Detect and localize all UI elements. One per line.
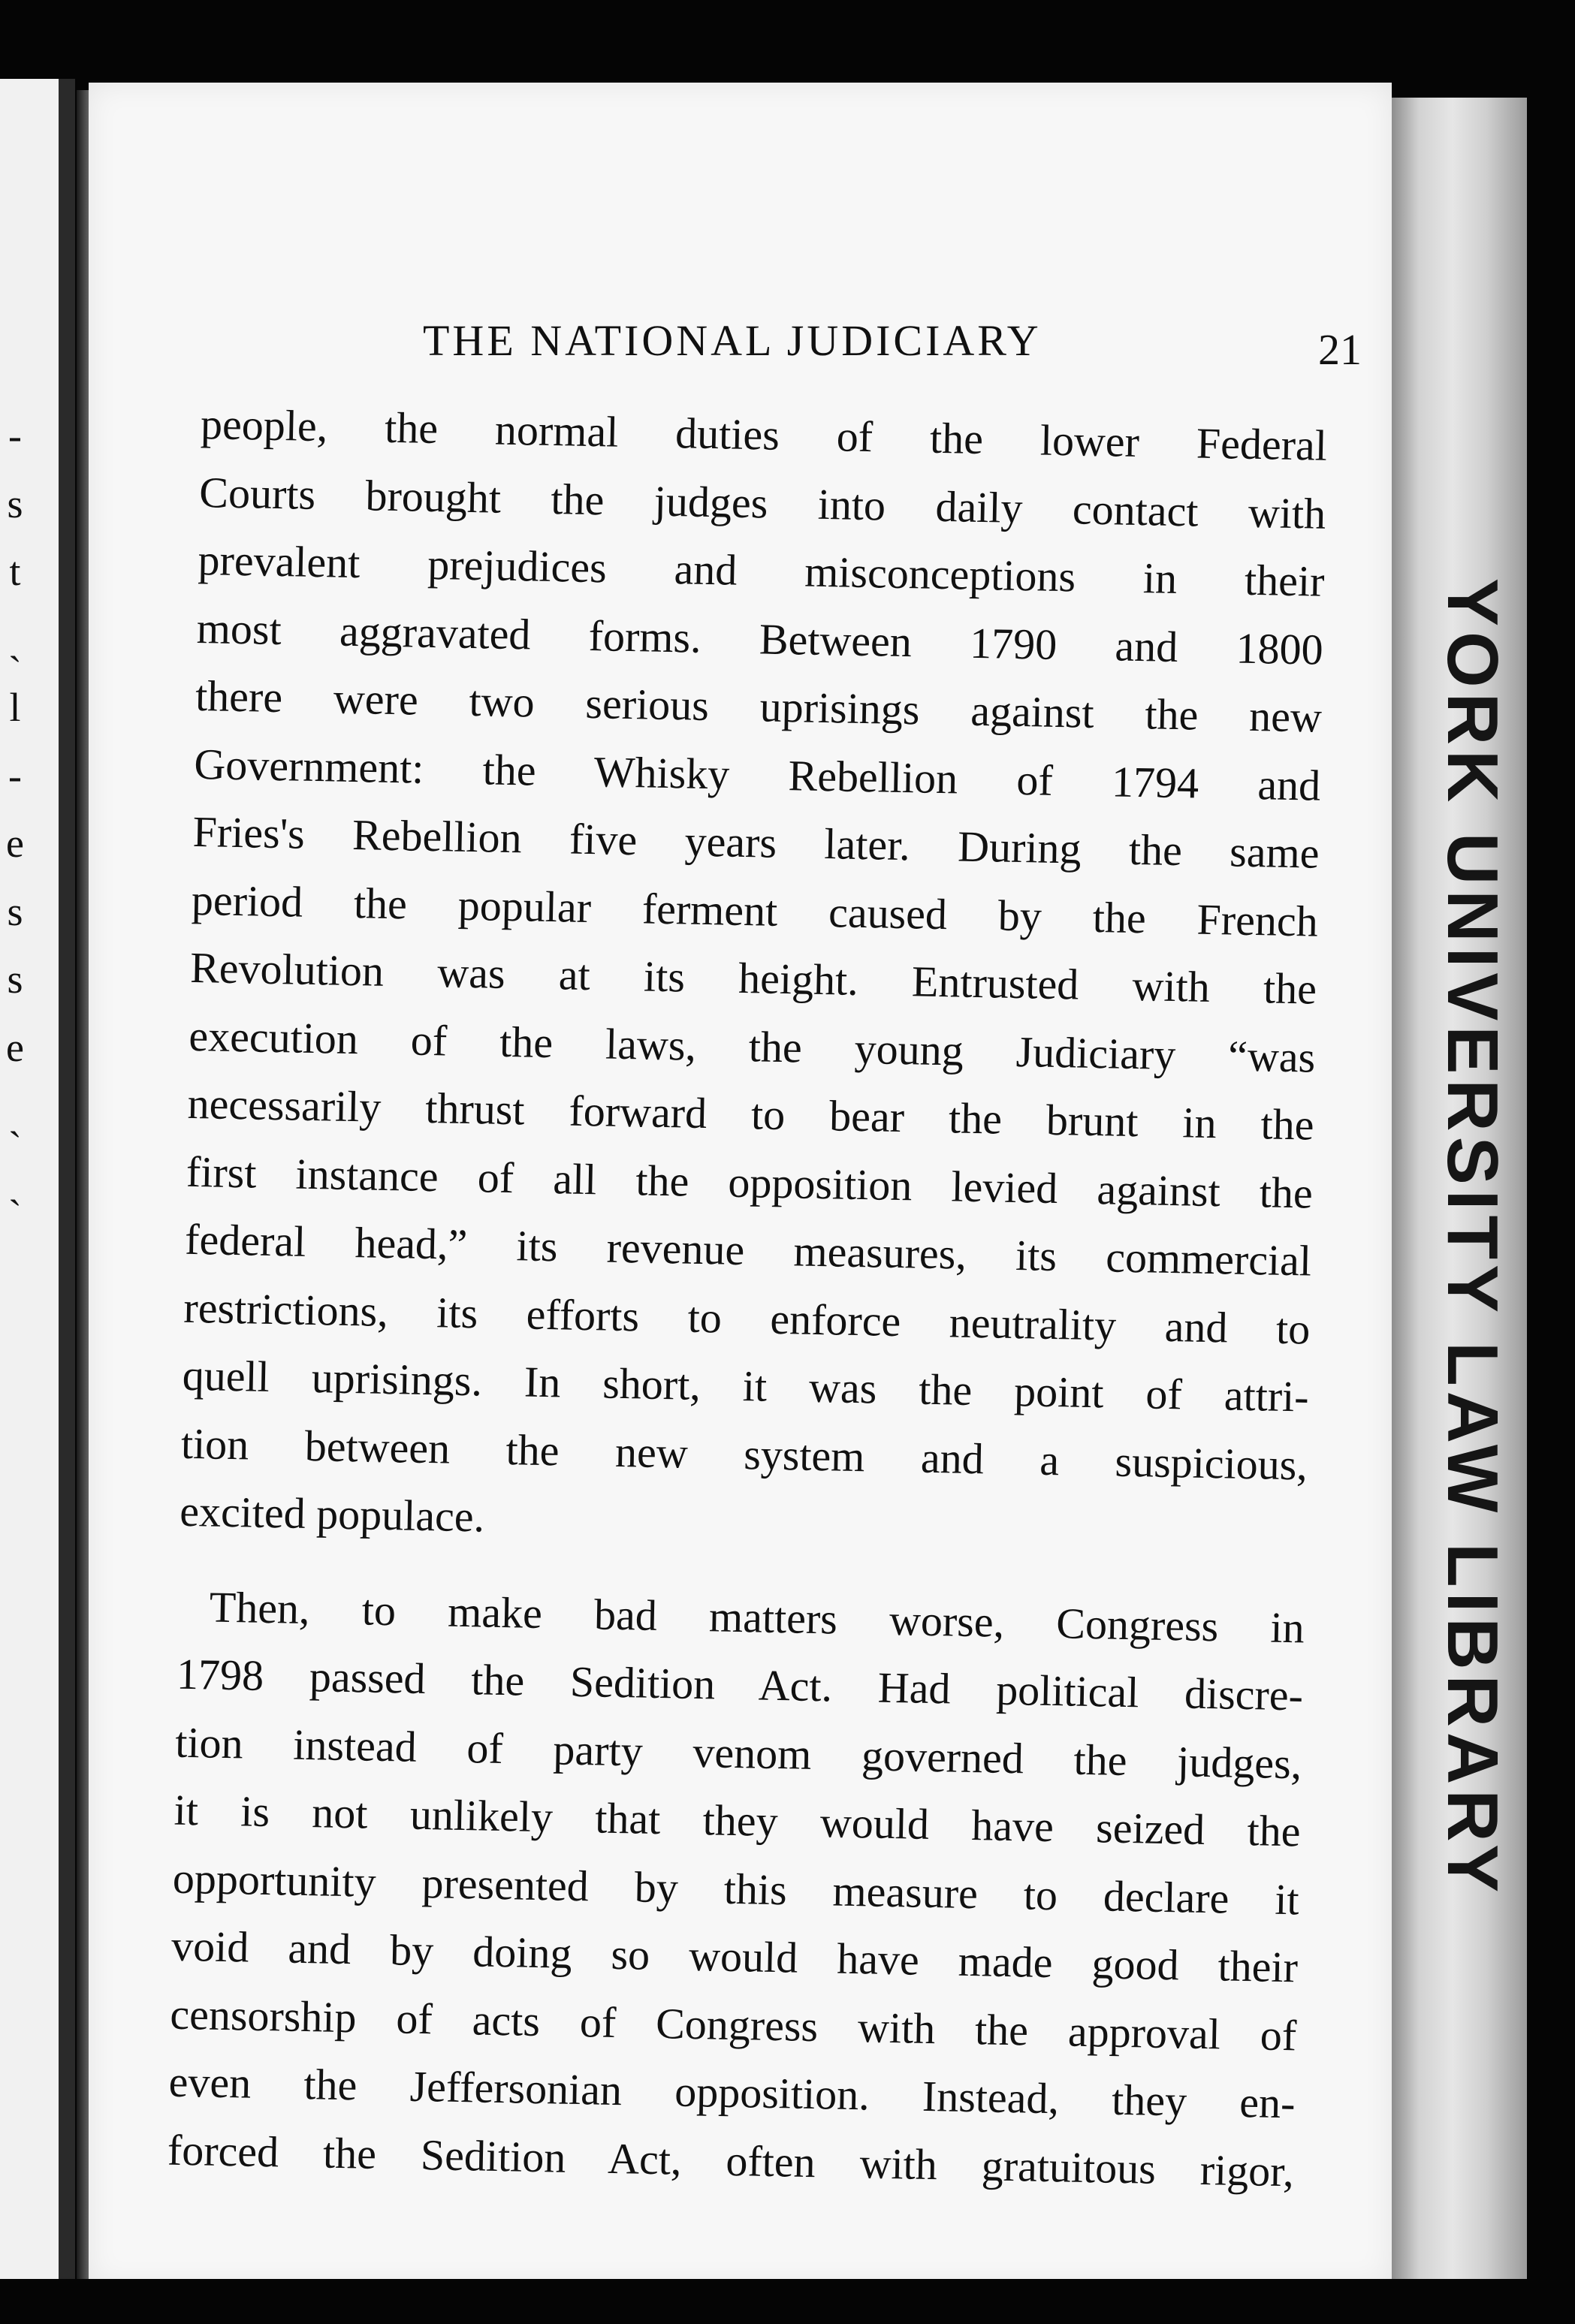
text-line: void and by doing so would have made good their bbox=[170, 1921, 1299, 1992]
text-line: Fries's Rebellion five years later. During the same bbox=[192, 806, 1320, 878]
text-line: opportunity presented by this measure to declare it bbox=[172, 1853, 1300, 1924]
text-line: necessarily thrust forward to bear the brunt in the bbox=[187, 1078, 1315, 1150]
left-page-fragment: l bbox=[9, 685, 21, 730]
left-page-fragment: ˎ bbox=[8, 616, 22, 662]
left-page-edge bbox=[0, 79, 75, 2279]
text-line: people, the normal duties of the lower Federal bbox=[200, 399, 1328, 470]
text-line: federal head,” its revenue measures, its commercial bbox=[184, 1214, 1312, 1286]
text-line: most aggravated forms. Between 1790 and 1800 bbox=[196, 603, 1324, 674]
paragraph-2 bbox=[167, 1572, 1305, 2205]
spine-library-label: YORK UNIVERSITY LAW LIBRARY bbox=[1432, 578, 1513, 1898]
left-page-fragment: ˎ bbox=[8, 1160, 22, 1206]
text-line: excited populace. bbox=[179, 1486, 485, 1542]
text-line: restrictions, its efforts to enforce neutrality and to bbox=[183, 1283, 1311, 1354]
left-page-fragment: ˎ bbox=[8, 1093, 22, 1138]
text-line: execution of the laws, the young Judiciary “was bbox=[188, 1011, 1316, 1082]
text-line: tion between the new system and a suspicious, bbox=[180, 1418, 1308, 1490]
text-line: quell uprisings. In short, it was the point of attri- bbox=[182, 1350, 1310, 1421]
text-line: it is not unlikely that they would have seized the bbox=[173, 1785, 1302, 1856]
left-page-fragment: s bbox=[7, 957, 23, 1002]
left-page-fragment: t bbox=[9, 549, 21, 594]
text-line: Then, to make bad matters worse, Congress in bbox=[209, 1582, 1305, 1652]
text-line: Revolution was at its height. Entrusted with the bbox=[189, 942, 1317, 1014]
text-line: 1798 passed the Sedition Act. Had political discre- bbox=[176, 1649, 1304, 1720]
text-line: tion instead of party venom governed the judges, bbox=[174, 1717, 1302, 1788]
left-page-fragments bbox=[0, 402, 30, 1217]
page-header bbox=[423, 315, 1362, 383]
left-page-fragment: e bbox=[6, 821, 24, 866]
left-page-fragment: - bbox=[8, 413, 22, 458]
page-number: 21 bbox=[1318, 325, 1362, 374]
text-line: censorship of acts of Congress with the approval of bbox=[169, 1989, 1297, 2060]
text-line: Courts brought the judges into daily contact with bbox=[198, 467, 1326, 538]
text-line: prevalent prejudices and misconceptions in their bbox=[198, 535, 1326, 606]
text-line: even the Jeffersonian opposition. Instead, they en- bbox=[168, 2057, 1296, 2128]
text-line: forced the Sedition Act, often with gratuitous rigor, bbox=[167, 2125, 1295, 2196]
bottom-scan-shadow bbox=[0, 2279, 1575, 2324]
text-line: first instance of all the opposition levied against the bbox=[186, 1147, 1314, 1218]
running-head: THE NATIONAL JUDICIARY bbox=[423, 316, 1042, 365]
right-page bbox=[89, 83, 1392, 2286]
left-page-fragment: s bbox=[7, 481, 23, 526]
text-line: Government: the Whisky Rebellion of 1794 and bbox=[193, 739, 1321, 810]
left-page-fragment: s bbox=[7, 888, 23, 934]
left-page-fragment: e bbox=[6, 1024, 24, 1070]
body-text bbox=[167, 390, 1328, 2205]
paragraph-1 bbox=[179, 390, 1327, 1567]
text-line: period the popular ferment caused by the French bbox=[191, 875, 1319, 946]
left-page-fragment: - bbox=[8, 752, 22, 798]
text-line: there were two serious uprisings against the new bbox=[195, 671, 1323, 742]
